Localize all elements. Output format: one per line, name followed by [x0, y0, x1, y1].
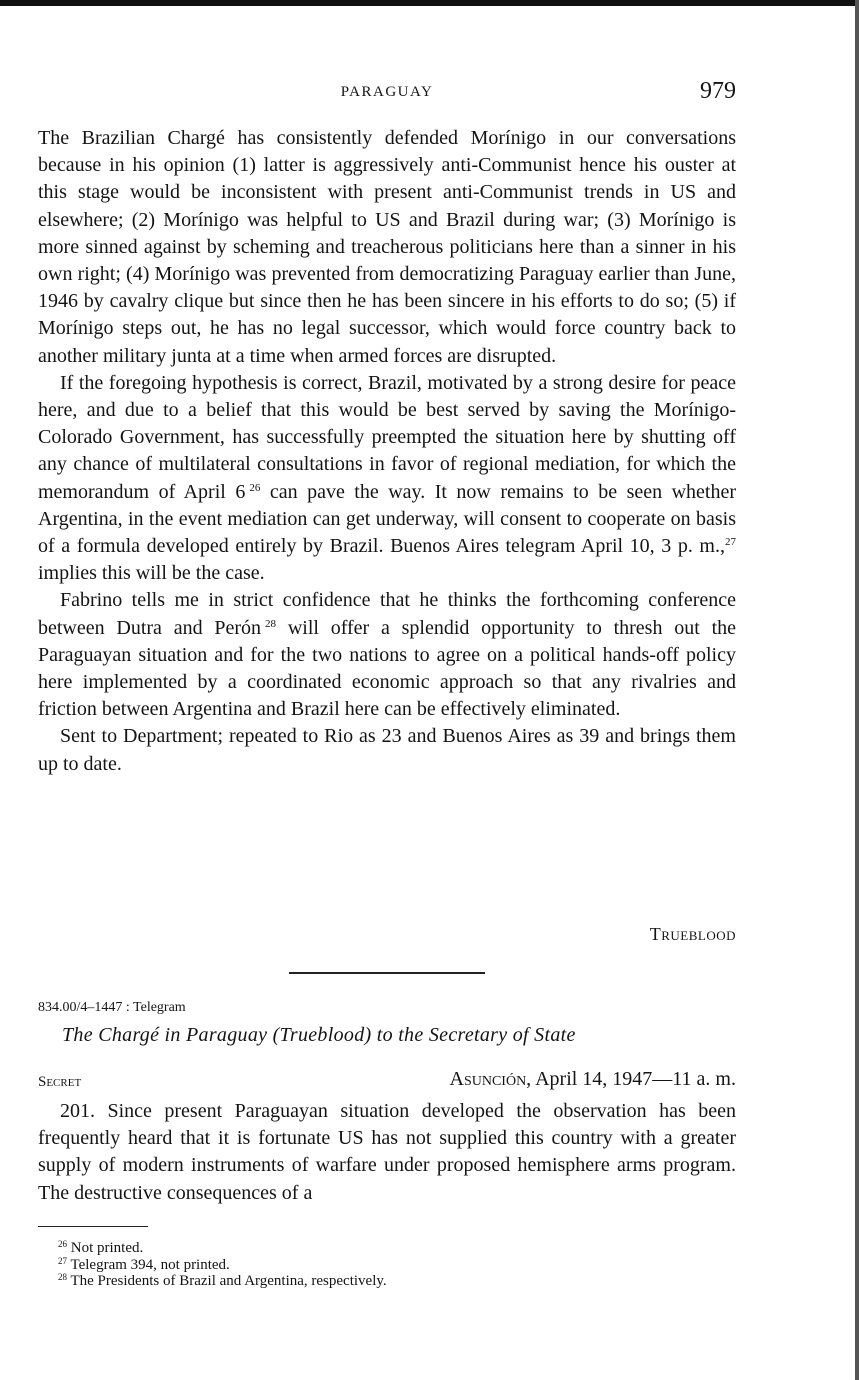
paragraph-sent-to-department: Sent to Department; repeated to Rio as 23 and Buenos Aires as 39 and brings them up to date.	[38, 725, 736, 775]
paragraph-text: Fabrino tells me in strict confidence that he thinks the forthcoming conference between Dutra and Perón	[38, 589, 736, 639]
footnote-ref-28: 28	[265, 617, 277, 630]
dateline	[450, 1068, 736, 1091]
footnotes	[58, 1240, 387, 1290]
paragraph-text: will offer a splendid opportunity to thresh out the Paraguayan situation and for the two nations to agree on a political hands-off policy here implemented by a coordinated economic approach so that any rivalries and friction between Argentina and Brazil here can be effectively eliminated.	[38, 616, 736, 721]
paragraph-text: can pave the way. It now remains to be seen whether Argentina, in the event mediation can get underway, will consent to cooperate on basis of a formula developed entirely by Brazil. Buenos Aires telegram April 10, 3 p. m.,	[38, 480, 737, 558]
footnote-number: 26	[58, 1239, 67, 1249]
paragraph-brazilian-charge: The Brazilian Chargé has consistently defended Morínigo in our conversations because in his opinion (1) latter is aggressively anti-Communist hence his ouster at this stage would be inconsistent with present anti-Communist trends in US and elsewhere; (2) Morínigo was helpful to US and Brazil during war; (3) Morínigo is more sinned against by scheming and treacherous politicians here than a sinner in his own right; (4) Morínigo was prevented from democratizing Paraguay earlier than June, 1946 by cavalry clique but since then he has been sincere in his efforts to do so; (5) if Morínigo steps out, he has no legal successor, which would force country back to another military junta at a time when armed forces are disrupted.	[38, 127, 736, 367]
paragraph-text: If the foregoing hypothesis is correct, Brazil, motivated by a strong desire for peace here, and due to a belief that this would be best served by saving the Morínigo-Colorado Government, has successfully preempted the situation here by shutting off any chance of multilateral consultations in favor of regional mediation, for which the memorandum of April 6	[38, 371, 736, 503]
page-header	[38, 78, 736, 110]
paragraph-fabrino	[38, 587, 736, 723]
footnote-26	[58, 1240, 387, 1257]
running-head: PARAGUAY	[340, 84, 434, 100]
signature: Trueblood	[649, 924, 736, 944]
section-divider	[289, 972, 485, 974]
footnote-rule	[38, 1226, 148, 1227]
footnote-ref-26: 26	[249, 481, 261, 494]
footnote-number: 28	[58, 1272, 67, 1282]
dateline-place: Asunción,	[449, 1068, 532, 1090]
paragraph-text: implies this will be the case.	[38, 562, 265, 585]
footnote-number: 27	[58, 1255, 67, 1266]
dateline-date: April 14, 1947—11 a. m.	[531, 1068, 736, 1090]
footnote-text: Not printed.	[67, 1240, 144, 1256]
page-top-edge	[0, 0, 859, 6]
classification-label: Secret	[38, 1074, 82, 1090]
document-body-telegram	[38, 1098, 736, 1207]
document-title: The Chargé in Paraguay (Trueblood) to the Secretary of State	[62, 1024, 576, 1046]
footnote-text: The Presidents of Brazil and Argentina, respectively.	[67, 1273, 387, 1289]
paragraph-hypothesis	[38, 370, 736, 588]
footnote-ref-27: 27	[725, 536, 736, 549]
footnote-27	[58, 1257, 387, 1274]
footnote-text: Telegram 394, not printed.	[67, 1256, 230, 1273]
document-body-continued	[38, 125, 736, 778]
paragraph-201: 201. Since present Paraguayan situation developed the observation has been frequently heard that it is fortunate US has not supplied this country with a greater supply of modern instruments of warfare under proposed hemisphere arms program. The destructive consequences of a	[38, 1100, 736, 1204]
footnote-28	[58, 1273, 387, 1290]
page-right-edge	[855, 0, 859, 1380]
file-reference: 834.00/4–1447 : Telegram	[38, 1000, 186, 1015]
page-number: 979	[700, 78, 736, 104]
